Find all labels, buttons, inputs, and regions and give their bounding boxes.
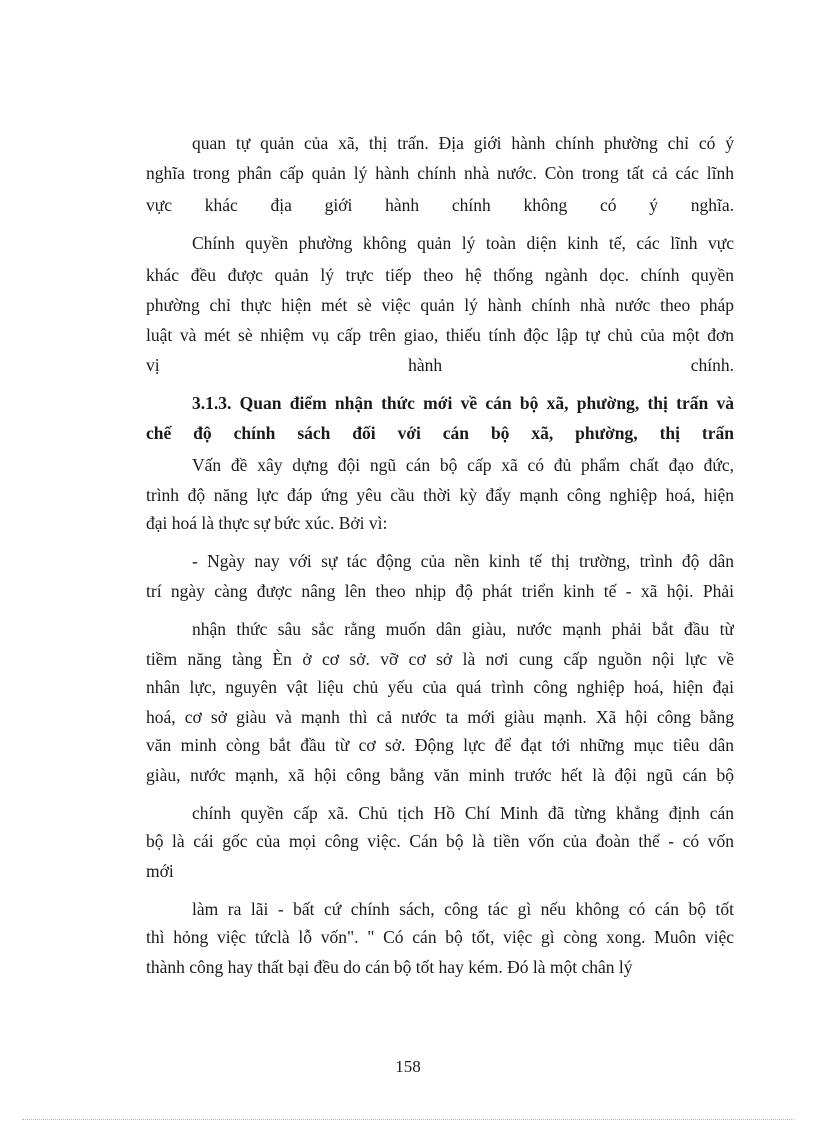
paragraph-line: Chính quyền phường không quản lý toàn diện kinh tế, các lĩnh vực	[192, 233, 734, 253]
paragraph-line: trình độ năng lực đáp ứng yêu cầu thời kỳ đẩy mạnh công nghiệp hoá, hiện	[146, 485, 734, 505]
section-heading-line: 3.1.3. Quan điểm nhận thức mới về cán bộ xã, phường, thị trấn và	[192, 393, 734, 413]
page-bottom-border	[22, 1119, 794, 1120]
section-heading-line: chế độ chính sách đối với cán bộ xã, phường, thị trấn	[146, 423, 734, 443]
paragraph-line: mới	[146, 861, 174, 881]
paragraph-line: Vấn đề xây dựng đội ngũ cán bộ cấp xã có đủ phẩm chất đạo đức,	[192, 455, 734, 475]
paragraph-line: phường chỉ thực hiện mét sè việc quản lý hành chính nhà nước theo pháp	[146, 295, 734, 315]
page-number: 158	[395, 1057, 421, 1076]
paragraph-line: chính quyền cấp xã. Chủ tịch Hồ Chí Minh đã từng khẳng định cán	[192, 803, 734, 823]
paragraph-line: quan tự quản của xã, thị trấn. Địa giới hành chính phường chỉ có ý	[192, 133, 734, 153]
paragraph-line: bộ là cái gốc của mọi công việc. Cán bộ là tiền vốn của đoàn thể - có vốn	[146, 831, 734, 851]
paragraph-line: thì hỏng việc tứclà lỗ vốn". " Có cán bộ tốt, việc gì còng xong. Muôn việc	[146, 927, 734, 947]
paragraph-line: trí ngày càng được nâng lên theo nhịp độ phát triển kinh tế - xã hội. Phải	[146, 581, 734, 601]
paragraph-line: - Ngày nay với sự tác động của nền kinh tế thị trường, trình độ dân	[192, 551, 734, 571]
paragraph-line: hoá, cơ sở giàu và mạnh thì cả nước ta mới giàu mạnh. Xã hội công bằng	[146, 707, 734, 727]
paragraph-line: vị hành chính.	[146, 355, 734, 375]
paragraph-line: luật và mét sè nhiệm vụ cấp trên giao, thiếu tính độc lập tự chủ của một đơn	[146, 325, 734, 345]
paragraph-line: nghĩa trong phân cấp quản lý hành chính nhà nước. Còn trong tất cả các lĩnh	[146, 163, 734, 183]
paragraph-line: nhân lực, nguyên vật liệu chủ yếu của quá trình công nghiệp hoá, hiện đại	[146, 677, 734, 697]
paragraph-line: giàu, nước mạnh, xã hội công bằng văn minh trước hết là đội ngũ cán bộ	[146, 765, 734, 785]
paragraph-line: văn minh còng bắt đầu từ cơ sở. Động lực để đạt tới những mục tiêu dân	[146, 735, 734, 755]
paragraph-line: thành công hay thất bại đều do cán bộ tốt hay kém. Đó là một chân lý	[146, 957, 633, 977]
paragraph-line: đại hoá là thực sự bức xúc. Bởi vì:	[146, 513, 388, 533]
paragraph-line: vực khác địa giới hành chính không có ý nghĩa.	[146, 195, 734, 215]
paragraph-line: nhận thức sâu sắc rằng muốn dân giàu, nước mạnh phải bắt đầu từ	[192, 619, 734, 639]
paragraph-line: tiềm năng tàng Èn ở cơ sở. vỡ cơ sở là nơi cung cấp nguồn nội lực về	[146, 649, 734, 669]
paragraph-line: làm ra lãi - bất cứ chính sách, công tác gì nếu không có cán bộ tốt	[192, 899, 734, 919]
paragraph-line: khác đều được quản lý trực tiếp theo hệ thống ngành dọc. chính quyền	[146, 265, 734, 285]
